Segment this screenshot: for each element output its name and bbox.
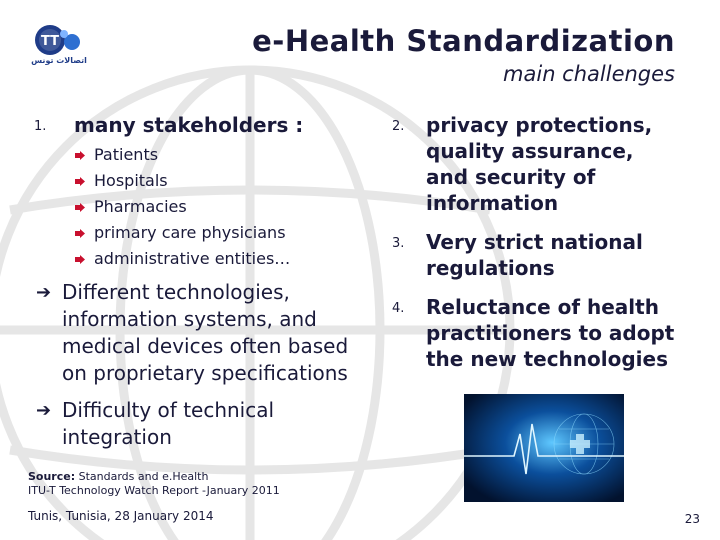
item3-line: regulations: [426, 256, 555, 280]
source-label: Source:: [28, 470, 76, 483]
source-note: [28, 470, 280, 498]
item4-line: the new technologies: [426, 347, 669, 371]
bullet-line: Difficulty of technical: [62, 398, 275, 422]
logo-text: TT: [40, 34, 60, 49]
stakeholder-list: [72, 142, 290, 272]
arrow-right-icon: ➔: [36, 400, 52, 421]
technologies-bullet: [62, 279, 348, 387]
item2-line: privacy protections,: [426, 113, 653, 137]
item2-text: [426, 112, 652, 216]
arrow-bullet-icon: [75, 177, 85, 186]
item3-number: 3.: [392, 236, 405, 251]
bullet-line: integration: [62, 425, 172, 449]
arrow-bullet-icon: [75, 255, 85, 264]
bullet-line: Different technologies,: [62, 280, 290, 304]
item2-line: and security of: [426, 165, 596, 189]
item4-line: Reluctance of health: [426, 295, 659, 319]
page-number: 23: [684, 512, 700, 526]
list-item-label: administrative entities…: [94, 249, 291, 268]
list-item-label: primary care physicians: [94, 223, 286, 242]
list-item-label: Hospitals: [94, 171, 168, 190]
list-item: [72, 142, 290, 168]
item4-number: 4.: [392, 301, 405, 316]
list-item: [72, 246, 290, 272]
item4-line: practitioners to adopt: [426, 321, 675, 345]
item2-number: 2.: [392, 119, 405, 134]
integration-bullet: [62, 397, 274, 451]
arrow-bullet-icon: [75, 203, 85, 212]
list-item: [72, 194, 290, 220]
arrow-bullet-icon: [75, 229, 85, 238]
list-item-label: Patients: [94, 145, 159, 164]
arrow-bullet-icon: [75, 151, 85, 160]
bullet-line: on proprietary specifications: [62, 361, 348, 385]
source-line1: Standards and e.Health: [78, 470, 209, 483]
list-item: [72, 220, 290, 246]
bullet-line: medical devices often based: [62, 334, 349, 358]
item1-heading: many stakeholders :: [74, 113, 304, 137]
item3-line: Very strict national: [426, 230, 643, 254]
item3-text: [426, 229, 643, 281]
item1-number: 1.: [34, 119, 47, 134]
item2-line: quality assurance,: [426, 139, 634, 163]
page-title: e-Health Standardization: [252, 24, 675, 58]
source-line2: ITU-T Technology Watch Report -January 2011: [28, 484, 280, 497]
arrow-right-icon: ➔: [36, 282, 52, 303]
page-subtitle: main challenges: [503, 62, 675, 86]
item2-line: information: [426, 191, 559, 215]
logo-caption: اتصالات تونس: [31, 56, 87, 65]
list-item: [72, 168, 290, 194]
item4-text: [426, 294, 674, 372]
footer-location-date: Tunis, Tunisia, 28 January 2014: [28, 509, 214, 523]
ehealth-illustration: [464, 394, 624, 502]
bullet-line: information systems, and: [62, 307, 317, 331]
list-item-label: Pharmacies: [94, 197, 187, 216]
